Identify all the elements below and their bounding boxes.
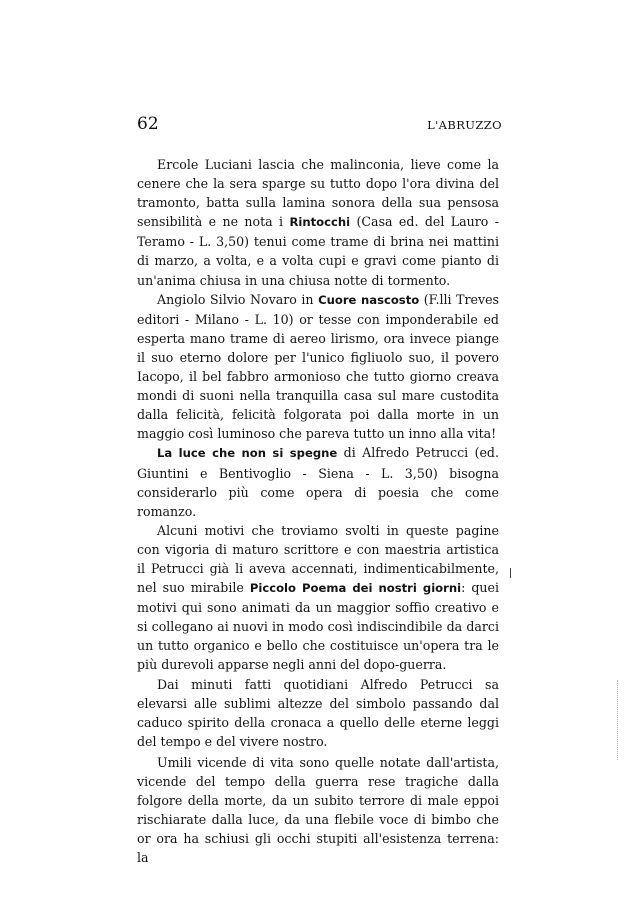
paragraph-minuti-fatti bbox=[137, 675, 499, 751]
paragraph-text: Ercole Luciani lascia che malinconia, lieve come la cenere che la sera sparge su tutto dopo l'ora divina del tramonto, batta sulla lamina sonora della sua pensosa sensibilità e ne nota i bbox=[137, 157, 499, 230]
paragraph-novaro bbox=[137, 290, 499, 444]
page-number: 62 bbox=[137, 114, 159, 134]
margin-mark bbox=[510, 568, 511, 578]
paragraph-text: Alcuni motivi che troviamo svolti in queste pagine con vigoria di maturo scrittore e con maestria artistica il Petrucci già li aveva accennati, indimenticabilmente, nel suo mirabile bbox=[137, 522, 499, 596]
running-head: L'ABRUZZO bbox=[427, 118, 502, 132]
paragraph-umili-vicende bbox=[137, 753, 499, 868]
paragraph-text: Dai minuti fatti quotidiani Alfredo Petrucci sa elevarsi alle sublimi altezze del simbolo passando dal caduco spirito della cronaca a quello delle eterne leggi del tempo e del vivere nostro. bbox=[137, 676, 499, 749]
paragraph-text: Umili vicende di vita sono quelle notate dall'artista, vicende del tempo della guerra rese tragiche dalla folgore della morte, da un subito terrore di male eppoi rischiarate dalla luce, da una flebile voce di bimbo che or ora ha schiusi gli occhi stupiti all'esistenza terrena: la bbox=[137, 754, 499, 866]
paragraph-luciani bbox=[137, 155, 499, 290]
page-header bbox=[137, 114, 502, 138]
page-edge-specks bbox=[617, 680, 621, 760]
paragraph-text: (Casa ed. del Lauro - Teramo - L. 3,50) tenui come trame di brina nei mattini di marzo, a volta, e a volta cupi e gravi come pianto di un'anima chiusa in una chiusa notte di tormento. bbox=[137, 214, 499, 288]
paragraph-text: di Alfredo Petrucci (ed. Giuntini e Bentivoglio - Siena - L. 3,50) bisogna considerarlo più come opera di poesia che come romanzo. bbox=[137, 445, 500, 519]
paragraph-motivi bbox=[137, 521, 499, 675]
paragraph-text: : quei motivi qui sono animati da un maggior soffio creativo e si collegano ai nuovi in modo così indiscindibile da darci un tutto organico e bello che costituisce un'opera tra le più durevoli apparse negli anni del dopo-guerra. bbox=[137, 580, 500, 673]
paragraph-text: (F.lli Treves editori - Milano - L. 10) or tesse con imponderabile ed esperta mano trame di aereo lirismo, ora invece piange il suo eterno dolore per l'unico figliuolo suo, il povero Iacopo, il bel fabbro armonioso che tutto giorno creava mondi di suoni nella tranquilla casa sul mare custodita dalla felicità, felicità folgorata poi dalla morte in un maggio così luminoso che pareva tutto un inno alla vita! bbox=[137, 291, 500, 442]
book-title: La luce che non si spegne bbox=[157, 446, 338, 461]
paragraph-petrucci bbox=[137, 443, 499, 520]
body-text bbox=[137, 155, 499, 867]
book-title: Piccolo Poema dei nostri giorni bbox=[249, 581, 462, 596]
paragraph-text: Angiolo Silvio Novaro in bbox=[157, 291, 319, 307]
book-title: Cuore nascosto bbox=[318, 292, 420, 307]
book-title: Rintocchi bbox=[289, 215, 351, 230]
